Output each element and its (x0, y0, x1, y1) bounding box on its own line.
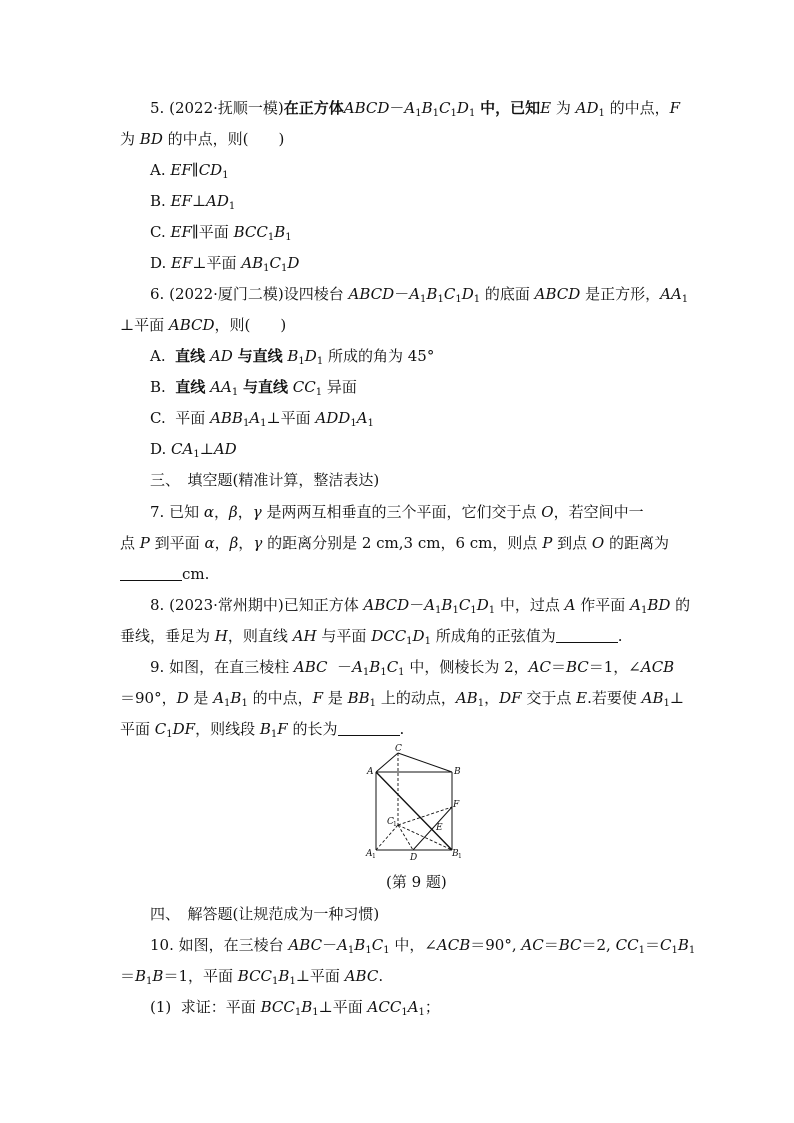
label-E: E (436, 823, 443, 833)
label-F: F (453, 800, 460, 810)
q9-line-3: 平面 $C_1DF$，则线段 $B_1F$ 的长为 . (120, 720, 405, 740)
label-D: D (410, 853, 418, 863)
q10-line-1: 10. 如图，在三棱台 $ABC-A_1B_1C_1$ 中，∠ACB＝90°, AC＝BC＝2, $CC_1=C_1B_1$ (150, 936, 696, 956)
prism-diagram (360, 743, 470, 863)
q5-option-a: A. $EF\parallel CD_1$ (150, 161, 229, 181)
q5-option-d: D. EF⊥平面 $AB_1C_1D$ (150, 254, 300, 274)
label-B1: B (452, 849, 459, 859)
q7-line-2: 点 P 到平面 α，β，γ 的距离分别是 2 cm,3 cm，6 cm，则点 P 到点 O 的距离为 (120, 534, 669, 552)
label-C1-sub: 1 (393, 821, 397, 828)
label-A1-sub: 1 (372, 853, 376, 860)
label-C: C (395, 744, 402, 754)
q5-line-1: 5. (2022·抚顺一模)在正方体$ABCD-A_1B_1C_1D_1$ 中，已知E 为 $AD_1$ 的中点，F (150, 99, 681, 119)
q7-line-3: cm. (120, 563, 209, 585)
q5-option-c: C. EF∥平面 $BCC_1B_1$ (150, 223, 292, 243)
label-C1: C (387, 817, 394, 827)
label-A: A (367, 767, 374, 777)
label-B1-sub: 1 (458, 853, 462, 860)
section-3-heading: 三、 填空题(精准计算，整洁表达) (150, 471, 380, 489)
q6-option-a: A. 直线 AD 与直线 $B_1D_1$ 所成的角为 45° (150, 347, 435, 367)
label-B: B (454, 767, 461, 777)
q6-line-1: 6. (2022·厦门二模)设四棱台 $ABCD-A_1B_1C_1D_1$ 的底面 ABCD 是正方形，$AA_1$ (150, 285, 689, 305)
q8-line-1: 8. (2023·常州期中)已知正方体 $ABCD-A_1B_1C_1D_1$ 中，过点 A 作平面 $A_1BD$ 的 (150, 596, 691, 616)
q7-line-1: 7. 已知 α，β，γ 是两两互相垂直的三个平面，它们交于点 O，若空间中一 (150, 503, 644, 521)
figure-caption: (第 9 题) (386, 873, 447, 891)
q9-line-1: 9. 如图，在直三棱柱 ABC $-A_1B_1C_1$ 中，侧棱长为 2，AC＝BC＝1，∠ACB (150, 658, 675, 678)
q9-answer-blank[interactable] (338, 721, 400, 736)
q6-option-b: B. 直线 $AA_1$ 与直线 $CC_1$ 异面 (150, 378, 357, 398)
section-4-heading: 四、 解答题(让规范成为一种习惯) (150, 905, 380, 923)
q7-answer-blank[interactable] (120, 566, 182, 581)
q9-line-2: ＝90°，D 是 $A_1B_1$ 的中点，F 是 $BB_1$ 上的动点，$AB_1$，DF 交于点 E.若要使 $AB_1\perp$ (120, 689, 684, 709)
q5-option-b: B. $EF\perp AD_1$ (150, 192, 236, 212)
q6-option-c: C. 平面 $ABB_1A_1\perp$平面 $ADD_1A_1$ (150, 409, 374, 429)
q10-part-1: (1) 求证：平面 $BCC_1B_1\perp$平面 $ACC_1A_1$； (150, 998, 440, 1018)
q6-line-2: ⊥平面 ABCD，则( ) (120, 316, 287, 334)
q5-line-2: 为 BD 的中点，则( ) (120, 130, 285, 148)
q8-answer-blank[interactable] (556, 628, 618, 643)
q6-option-d: D. $CA_1\perp AD$ (150, 440, 237, 460)
prism-figure (360, 743, 470, 863)
q10-line-2: $=B_1B=1$，平面 $BCC_1B_1\perp$平面 ABC. (120, 967, 384, 987)
q8-line-2: 垂线，垂足为 H，则直线 AH 与平面 $DCC_1D_1$ 所成角的正弦值为 . (120, 627, 623, 647)
label-A1: A (366, 849, 373, 859)
